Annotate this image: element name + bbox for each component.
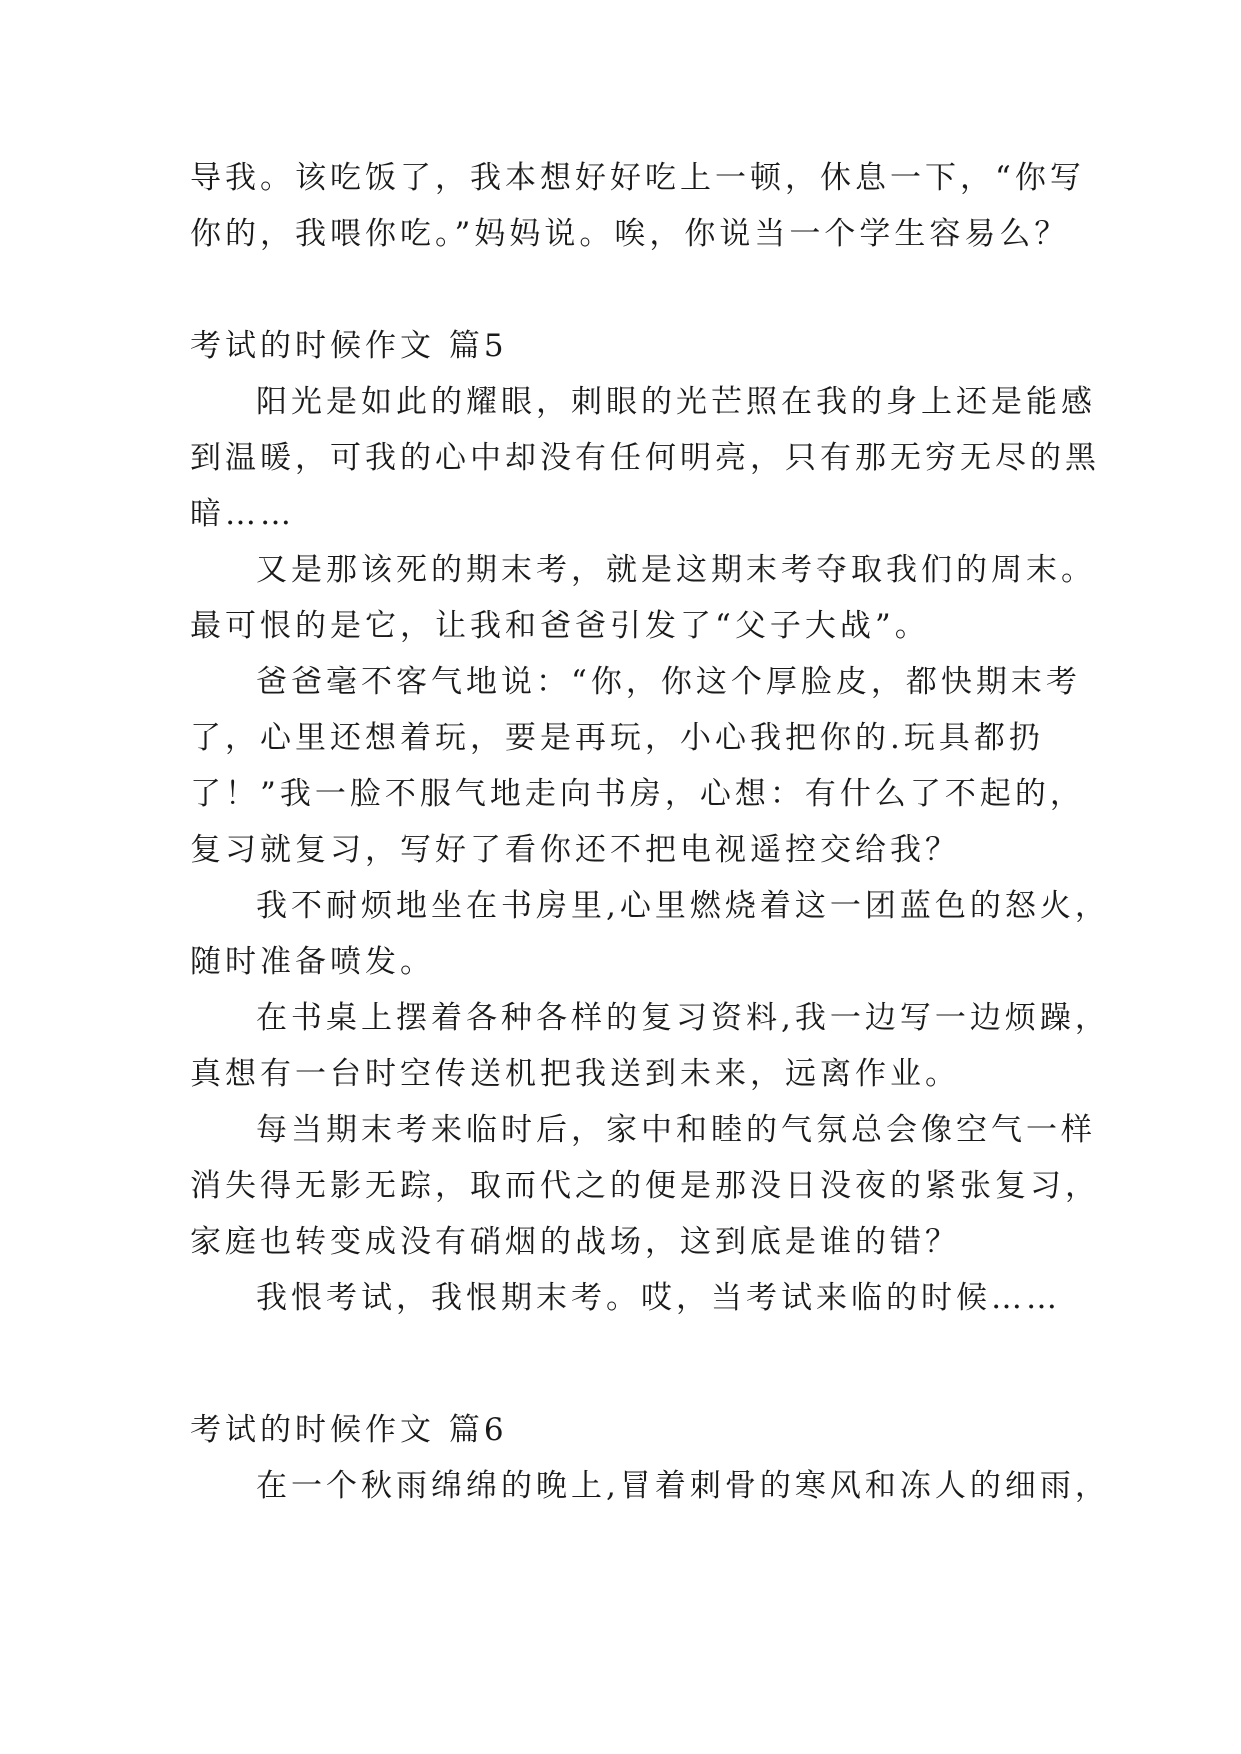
para-1 (190, 150, 1085, 262)
text-line: 导我。该吃饭了，我本想好好吃上一顿，休息一下，“你写 (190, 160, 1085, 196)
text-line: 又是那该死的期末考，就是这期末考夺取我们的周末。 (256, 552, 1096, 588)
text-line: 在一个秋雨绵绵的晚上,冒着刺骨的寒风和冻人的细雨， (256, 1468, 1110, 1504)
para-6 (190, 990, 1110, 1102)
document-page (190, 150, 1110, 1514)
text-line: 你的，我喂你吃。”妈妈说。唉，你说当一个学生容易么？ (190, 216, 1070, 252)
text-line: 最可恨的是它，让我和爸爸引发了“父子大战”。 (190, 608, 930, 644)
text-line: 消失得无影无踪，取而代之的便是那没日没夜的紧张复习， (190, 1168, 1100, 1204)
text-line: 家庭也转变成没有硝烟的战场，这到底是谁的错？ (190, 1224, 960, 1260)
section-heading-6: 考试的时候作文 篇6 (190, 1412, 508, 1448)
text-line: 暗…… (190, 496, 295, 532)
section-heading-5: 考试的时候作文 篇5 (190, 328, 508, 364)
text-line: 复习就复习，写好了看你还不把电视遥控交给我？ (190, 832, 960, 868)
para-2 (190, 374, 1100, 542)
text-line: 了！”我一脸不服气地走向书房，心想：有什么了不起的， (190, 776, 1085, 812)
para-5 (190, 878, 1110, 990)
text-line: 随时准备喷发。 (190, 944, 435, 980)
text-line: 在书桌上摆着各种各样的复习资料,我一边写一边烦躁， (256, 1000, 1110, 1036)
text-line: 我不耐烦地坐在书房里,心里燃烧着这一团蓝色的怒火， (256, 888, 1110, 924)
para-4 (190, 654, 1085, 878)
text-line: 到温暖，可我的心中却没有任何明亮，只有那无穷无尽的黑 (190, 440, 1100, 476)
text-line: 每当期末考来临时后，家中和睦的气氛总会像空气一样 (256, 1112, 1096, 1148)
text-line: 真想有一台时空传送机把我送到未来，远离作业。 (190, 1056, 960, 1092)
text-line: 我恨考试，我恨期末考。哎，当考试来临的时候…… (256, 1280, 1061, 1316)
spacer (190, 1326, 1070, 1382)
para-9 (190, 1458, 1110, 1514)
spacer (190, 262, 1070, 318)
text-line: 了，心里还想着玩，要是再玩，小心我把你的.玩具都扔 (190, 720, 1044, 756)
para-8 (190, 1270, 1070, 1326)
para-7 (190, 1102, 1100, 1270)
text-line: 阳光是如此的耀眼，刺眼的光芒照在我的身上还是能感 (256, 384, 1096, 420)
spacer (190, 1382, 1070, 1402)
text-line: 爸爸毫不客气地说：“你，你这个厚脸皮，都快期末考 (256, 664, 1081, 700)
para-3 (190, 542, 1096, 654)
